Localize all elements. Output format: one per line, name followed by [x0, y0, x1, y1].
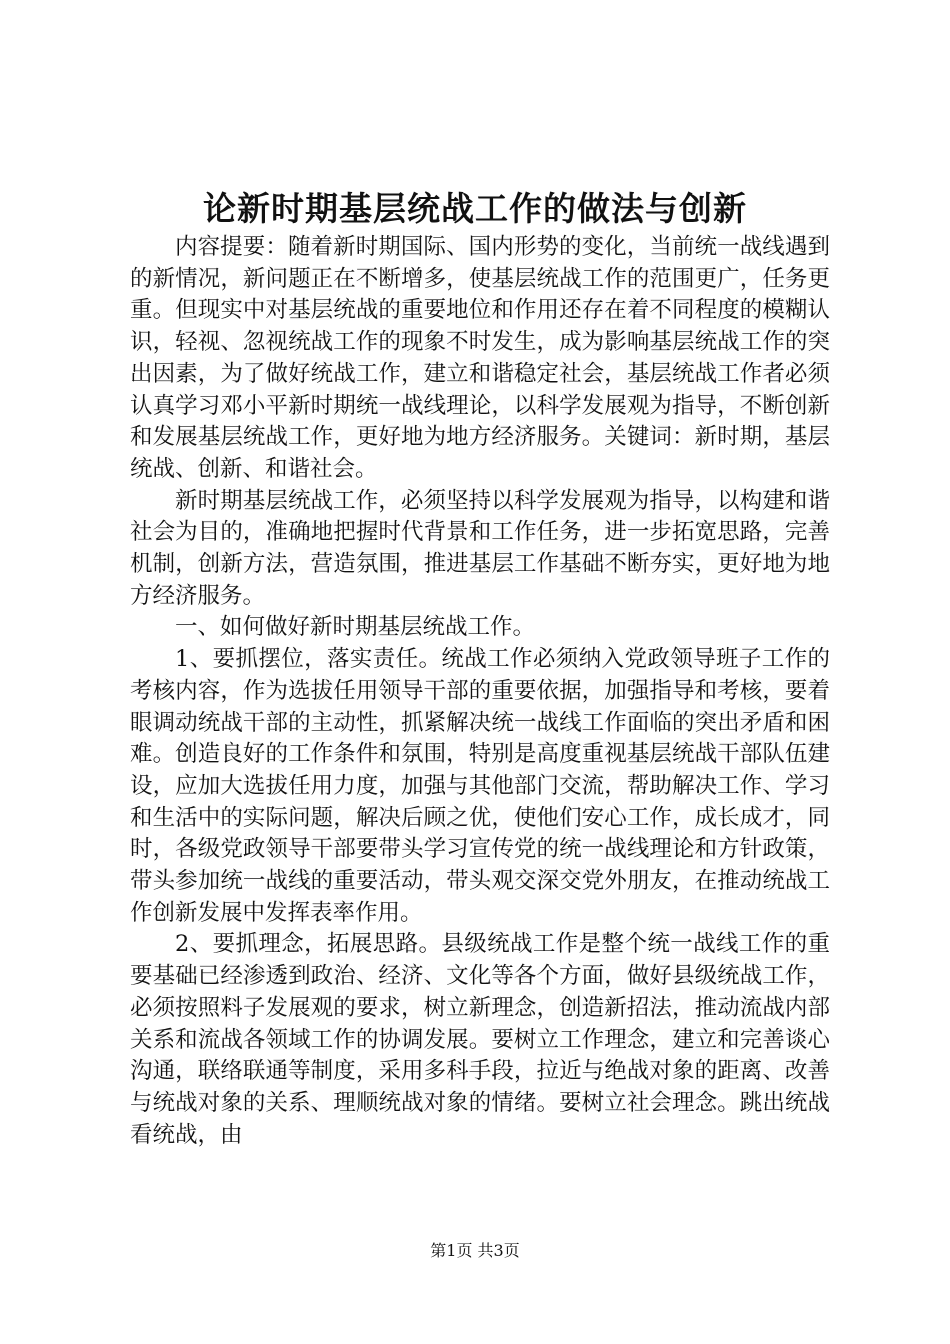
paragraph-point-1: 1、要抓摆位，落实责任。统战工作必须纳入党政领导班子工作的考核内容，作为选拔任用领导干部的重要依据，加强指导和考核，要着眼调动统战干部的主动性，抓紧解决统一战线工作面临的突出矛盾和困难。创造良好的工作条件和氛围，特别是高度重视基层统战干部队伍建设，应加大选拔任用力度，加强与其他部门交流，帮助解决工作、学习和生活中的实际问题，解决后顾之优，使他们安心工作，成长成才，同时，各级党政领导干部要带头学习宣传党的统一战线理论和方针政策，带头参加统一战线的重要活动，带头观交深交党外朋友，在推动统战工作创新发展中发挥表率作用。 [130, 646, 830, 926]
document-title: 论新时期基层统战工作的做法与创新 [203, 189, 747, 228]
document-body [130, 232, 830, 1151]
paragraph-abstract: 内容提要：随着新时期国际、国内形势的变化，当前统一战线遇到的新情况，新问题正在不断增多，使基层统战工作的范围更广，任务更重。但现实中对基层统战的重要地位和作用还存在着不同程度的模糊认识，轻视、忽视统战工作的现象不时发生，成为影响基层统战工作的突出因素，为了做好统战工作，建立和谐稳定社会，基层统战工作者必须认真学习邓小平新时期统一战线理论，以科学发展观为指导，不断创新和发展基层统战工作，更好地为地方经济服务。关键词：新时期，基层统战、创新、和谐社会。 [130, 234, 830, 482]
paragraph-point-2: 2、要抓理念，拓展思路。县级统战工作是整个统一战线工作的重要基础已经渗透到政治、经济、文化等各个方面，做好县级统战工作，必须按照料子发展观的要求，树立新理念，创造新招法，推动流战内部关系和流战各领域工作的协调发展。要树立工作理念，建立和完善谈心沟通，联络联通等制度，采用多科手段，拉近与绝战对象的距离、改善与统战对象的关系、理顺统战对象的情绪。要树立社会理念。跳出统战看统战，由 [130, 931, 830, 1148]
page-number-footer: 第1页 共3页 [430, 1241, 520, 1260]
paragraph-intro: 新时期基层统战工作，必须坚持以科学发展观为指导，以构建和谐社会为目的，准确地把握时代背景和工作任务，进一步拓宽思路，完善机制，创新方法，营造氛围，推进基层工作基础不断夯实，更好地为地方经济服务。 [130, 487, 830, 609]
section-heading-1: 一、如何做好新时期基层统战工作。 [175, 614, 536, 641]
